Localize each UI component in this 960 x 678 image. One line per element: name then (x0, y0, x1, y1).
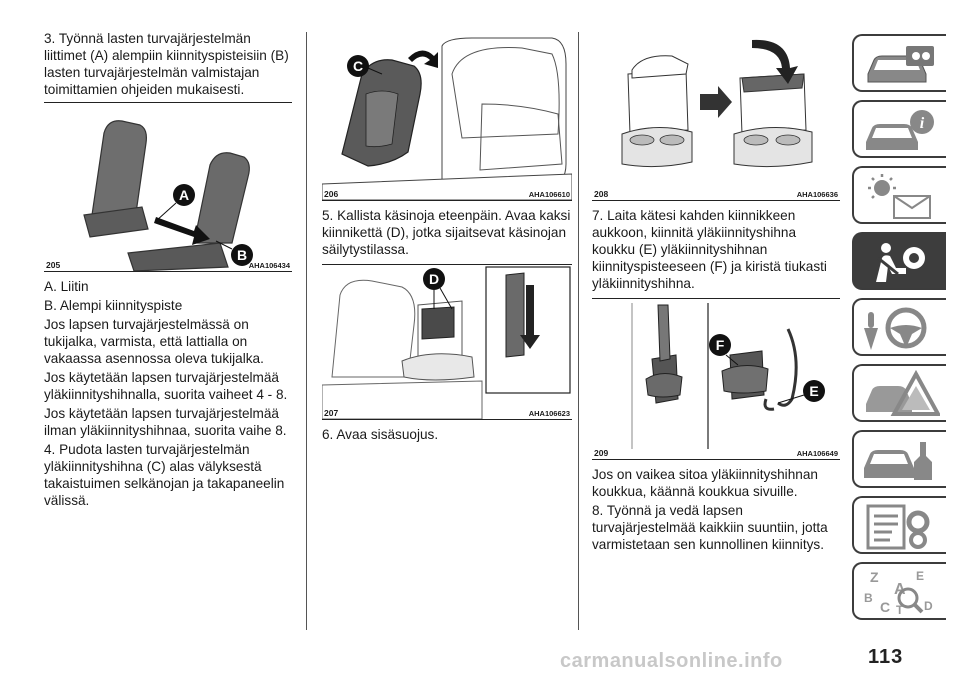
figure-number: 205 (46, 260, 61, 270)
armrest-storage-illustration (592, 34, 840, 200)
alphabetical-index-icon (860, 568, 940, 616)
tab-safety[interactable] (852, 232, 946, 290)
breakdown-triangle-icon (860, 370, 940, 418)
label-e: E (809, 383, 819, 399)
column-2 (322, 34, 572, 445)
tab-emergency[interactable] (852, 364, 946, 422)
car-service-icon (860, 436, 940, 484)
airbag-seat-icon (860, 238, 940, 286)
index-letter: B (864, 591, 873, 605)
figure-number: 208 (594, 189, 609, 199)
index-letter: E (916, 569, 925, 583)
column-3 (592, 34, 840, 555)
step-7-text: 7. Laita kätesi kahden kiinnikkeen aukkoon, kiinnitä yläkiinnityshihna koukku (E) yläkiinnityshihnan kiinnityspisteeseen (F) ja kiristä tiukasti yläkiinnityshihna. (592, 208, 827, 291)
tab-info[interactable] (852, 100, 946, 158)
column-divider (306, 32, 307, 630)
index-letter: D (924, 599, 933, 613)
isofix-anchor-illustration (44, 103, 292, 271)
watermark: carmanualsonline.info (560, 650, 783, 672)
step-4-text: 4. Pudota lasten turvajärjestelmän yläkiinnityshihna (C) alas välyksestä takaistuimen selkänojan ja takapaneelin välissä. (44, 442, 285, 508)
figure-number: 207 (324, 408, 339, 418)
svg-text:i: i (919, 115, 925, 132)
label-f: F (715, 337, 725, 353)
tab-warning-lights[interactable] (852, 166, 946, 224)
label-b: B (236, 247, 248, 263)
page-number: 113 (868, 646, 904, 668)
figure-209 (592, 298, 840, 460)
warning-lights-icon (860, 172, 940, 220)
car-info-icon (860, 106, 940, 154)
support-leg-text: Jos lapsen turvajärjestelmässä on tukijalka, varmista, että lattialla on vakaassa asennossa oleva tukijalka. (44, 317, 264, 366)
figure-code: AHA106434 (248, 261, 290, 270)
specifications-icon (860, 502, 940, 550)
figure-code: AHA106636 (796, 190, 838, 199)
figure-code: AHA106610 (528, 190, 570, 199)
figure-number: 206 (324, 189, 339, 199)
label-a: A (178, 187, 190, 203)
tether-hook-illustration (592, 299, 840, 459)
hook-tip-text: Jos on vaikea sitoa yläkiinnityshihnan koukkua, käännä koukkua sivuille. (592, 467, 818, 499)
step-8-text: 8. Työnnä ja vedä lapsen turvajärjestelmää kaikkiin suuntiin, jotta varmistetaan sen kunnollinen kiinnitys. (592, 503, 828, 552)
chapter-tabs (852, 34, 946, 628)
figure-code: AHA106623 (528, 409, 570, 418)
tab-service[interactable] (852, 430, 946, 488)
rear-seat-tether-illustration (322, 34, 572, 200)
figure-code: AHA106649 (796, 449, 838, 458)
figure-207 (322, 264, 572, 420)
index-letter: T (896, 603, 904, 616)
figure-205 (44, 102, 292, 272)
tab-dashboard[interactable] (852, 34, 946, 92)
steering-wheel-icon (860, 304, 940, 352)
tab-starting[interactable] (852, 298, 946, 356)
legend-b: B. Alempi kiinnityspiste (44, 298, 183, 313)
tether-steps-text: Jos käytetään lapsen turvajärjestelmää yläkiinnityshihnalla, suorita vaiheet 4 - 8. (44, 370, 288, 402)
column-divider (578, 32, 579, 630)
figure-208 (592, 34, 840, 201)
column-1 (44, 30, 292, 511)
step-3-text: 3. Työnnä lasten turvajärjestelmän liittimet (A) alempiin kiinnityspisteisiin (B) lasten turvajärjestelmän valmistajan toimittamien ohjeiden mukaisesti. (44, 31, 289, 97)
step-5-text: 5. Kallista käsinoja eteenpäin. Avaa kaksi kiinnikettä (D), jotka sijaitsevat käsinojan säilytystilassa. (322, 208, 571, 257)
figure-number: 209 (594, 448, 609, 458)
index-letter: C (880, 599, 891, 615)
index-letter: A (894, 581, 906, 598)
label-d: D (428, 271, 440, 287)
tab-index[interactable] (852, 562, 946, 620)
index-letter: Z (870, 569, 879, 585)
tab-specifications[interactable] (852, 496, 946, 554)
legend-a: A. Liitin (44, 279, 89, 294)
car-dashboard-icon (860, 40, 940, 88)
step-6-text: 6. Avaa sisäsuojus. (322, 427, 439, 442)
figure-206 (322, 34, 572, 201)
armrest-clips-illustration (322, 265, 572, 419)
label-c: C (352, 58, 364, 74)
no-tether-text: Jos käytetään lapsen turvajärjestelmää ilman yläkiinnityshihnaa, suorita vaihe 8. (44, 406, 287, 438)
